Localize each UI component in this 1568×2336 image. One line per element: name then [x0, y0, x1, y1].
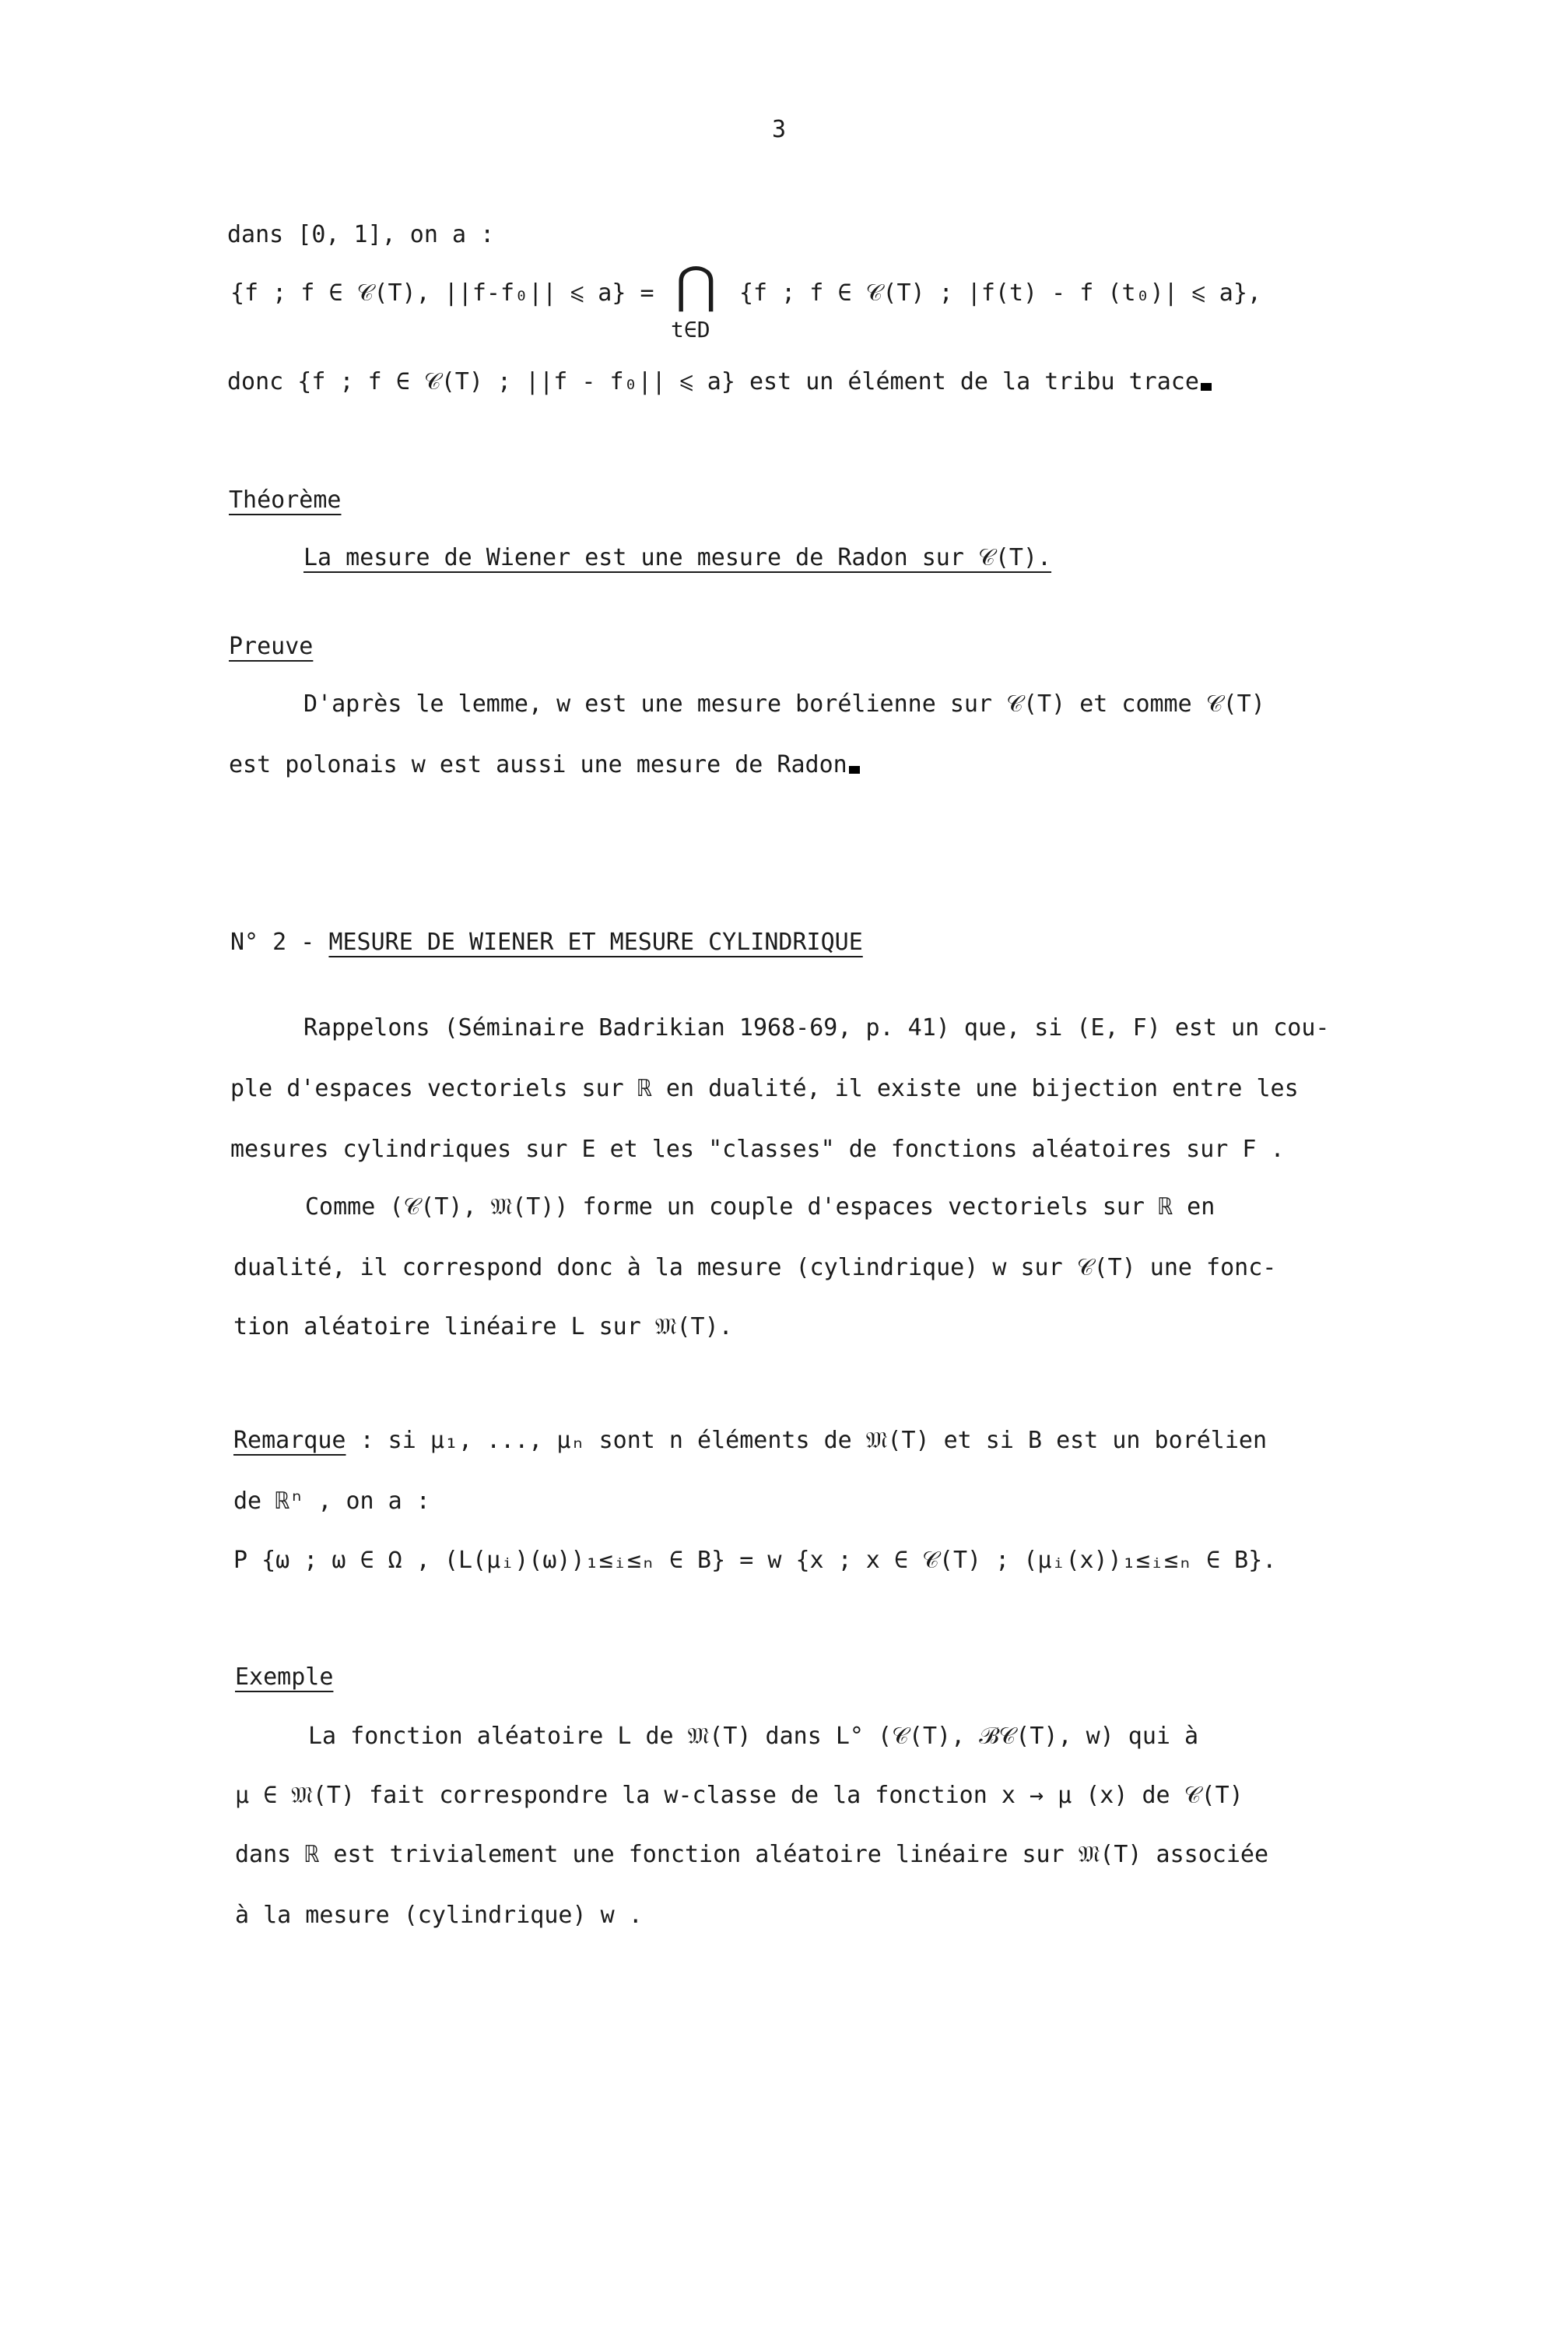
example-heading: Exemple	[235, 1663, 334, 1691]
text-line-donc	[227, 368, 1212, 395]
page-number: 3	[772, 116, 787, 143]
paragraph-1-line-2: ple d'espaces vectoriels sur ℝ en dualité, il existe une bijection entre les	[230, 1075, 1299, 1102]
qed-mark	[1201, 383, 1212, 391]
theorem-heading: Théorème	[229, 487, 342, 514]
remark-heading: Remarque	[233, 1427, 346, 1454]
paragraph-2-line-2: dualité, il correspond donc à la mesure (cylindrique) w sur 𝒞(T) une fonc-	[233, 1254, 1277, 1281]
donc-text: donc {f ; f ∈ 𝒞(T) ; ||f - f₀|| ⩽ a} est un élément de la tribu trace	[227, 368, 1199, 395]
section-heading	[230, 931, 863, 954]
remark-formula: P {ω ; ω ∈ Ω , (L(μᵢ)(ω))₁≤ᵢ≤ₙ ∈ B} = w {x ; x ∈ 𝒞(T) ; (μᵢ(x))₁≤ᵢ≤ₙ ∈ B}.	[233, 1547, 1277, 1574]
section-prefix: N° 2 -	[230, 929, 329, 956]
section-title: MESURE DE WIENER ET MESURE CYLINDRIQUE	[328, 929, 863, 956]
example-line-4: à la mesure (cylindrique) w .	[235, 1902, 643, 1929]
proof-line-1: D'après le lemme, w est une mesure borélienne sur 𝒞(T) et comme 𝒞(T)	[303, 690, 1265, 718]
remark-text: : si μ₁, ..., μₙ sont n éléments de 𝔐(T) et si B est un borélien	[360, 1427, 1268, 1454]
remark-line-2: de ℝⁿ , on a :	[233, 1488, 430, 1515]
qed-mark-2	[849, 766, 860, 774]
remark-line-1	[233, 1429, 1267, 1453]
theorem-text: La mesure de Wiener est une mesure de Radon sur 𝒞(T).	[303, 544, 1052, 571]
formula-left: {f ; f ∈ 𝒞(T), ||f-f₀|| ⩽ a} =	[230, 279, 654, 307]
paragraph-2-line-3: tion aléatoire linéaire L sur 𝔐(T).	[233, 1313, 733, 1340]
example-line-3: dans ℝ est trivialement une fonction aléatoire linéaire sur 𝔐(T) associée	[235, 1841, 1269, 1868]
intersection-symbol: ⋂	[675, 257, 717, 314]
proof-line-2	[229, 753, 860, 777]
text-line-1: dans [0, 1], on a :	[227, 221, 495, 248]
paragraph-1-line-3: mesures cylindriques sur E et les "classes" de fonctions aléatoires sur F .	[230, 1136, 1285, 1163]
proof-line-2-text: est polonais w est aussi une mesure de Radon	[229, 751, 847, 778]
paragraph-2-line-1: Comme (𝒞(T), 𝔐(T)) forme un couple d'espaces vectoriels sur ℝ en	[305, 1193, 1215, 1221]
formula-right: {f ; f ∈ 𝒞(T) ; |f(t) - f (t₀)| ⩽ a},	[739, 279, 1261, 307]
proof-heading: Preuve	[229, 633, 314, 660]
paragraph-1-line-1: Rappelons (Séminaire Badrikian 1968-69, p. 41) que, si (E, F) est un cou-	[303, 1014, 1330, 1042]
example-line-2: μ ∈ 𝔐(T) fait correspondre la w-classe de la fonction x → μ (x) de 𝒞(T)	[235, 1782, 1244, 1809]
example-line-1: La fonction aléatoire L de 𝔐(T) dans L° (𝒞(T), ℬ𝒞(T), w) qui à	[308, 1723, 1199, 1750]
formula-index: t∈D	[671, 317, 710, 342]
